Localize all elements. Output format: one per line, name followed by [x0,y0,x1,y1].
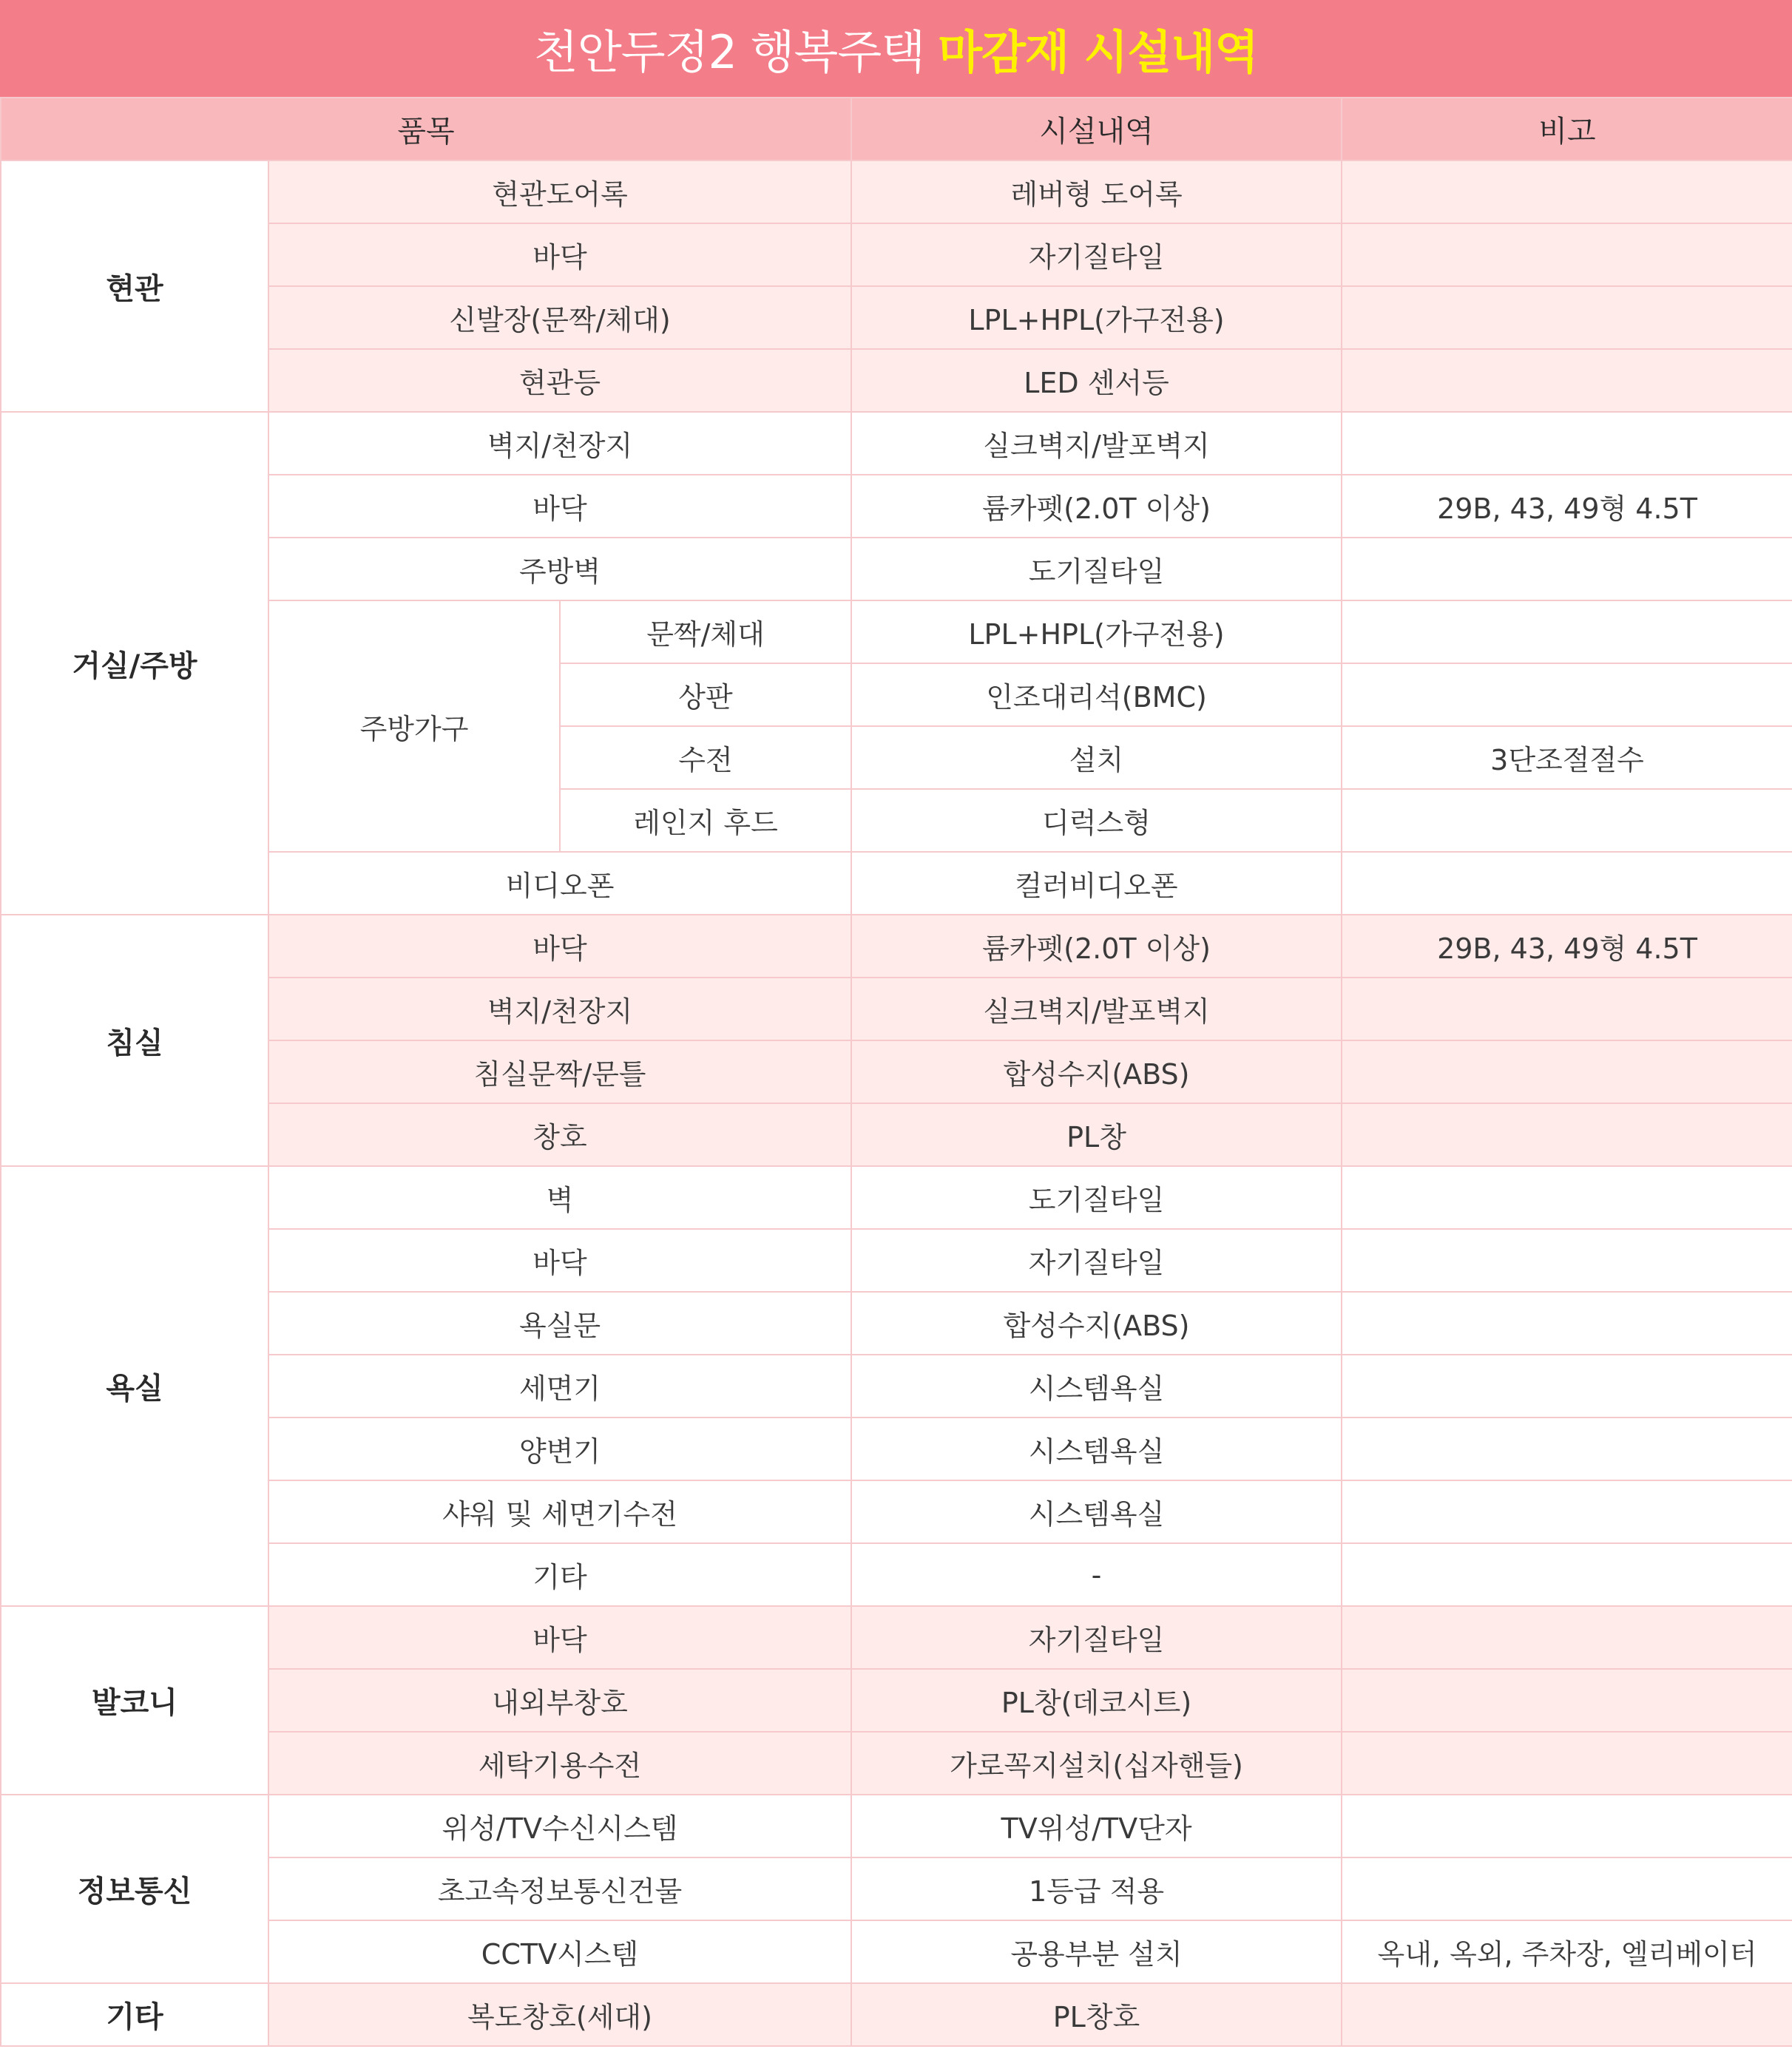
item-cell: 양변기 [268,1418,851,1480]
spec-cell: 실크벽지/발포벽지 [851,412,1342,475]
spec-cell: LED 센서등 [851,349,1342,412]
spec-cell: 공용부분 설치 [851,1920,1342,1983]
item-cell: 벽지/천장지 [268,412,851,475]
spec-cell: 시스템욕실 [851,1418,1342,1480]
note-cell [1342,1606,1792,1669]
table-row [1,1920,1792,1983]
finish-materials-table [0,97,1792,2047]
note-cell [1342,1292,1792,1355]
spec-cell: PL창 [851,1103,1342,1166]
note-cell [1342,223,1792,286]
spec-cell: 합성수지(ABS) [851,1040,1342,1103]
note-cell [1342,1795,1792,1857]
table-row [1,412,1792,475]
spec-cell: LPL+HPL(가구전용) [851,600,1342,663]
note-cell [1342,1418,1792,1480]
header-note: 비고 [1342,98,1792,160]
item-cell: 세탁기용수전 [268,1732,851,1795]
item-cell: 현관등 [268,349,851,412]
spec-cell: 시스템욕실 [851,1355,1342,1418]
item-cell: 바닥 [268,1229,851,1292]
table-row [1,1543,1792,1606]
note-cell [1342,1857,1792,1920]
note-cell [1342,1732,1792,1795]
table-header-row [1,98,1792,160]
spec-cell: 자기질타일 [851,1229,1342,1292]
note-cell [1342,1543,1792,1606]
category-entrance: 현관 [1,160,268,412]
item-cell: 문짝/체대 [560,600,851,663]
item-cell: 수전 [560,726,851,789]
spec-cell: 자기질타일 [851,223,1342,286]
item-cell: 상판 [560,663,851,726]
note-cell [1342,789,1792,852]
note-cell [1342,978,1792,1040]
table-row [1,1229,1792,1292]
item-cell: 주방벽 [268,538,851,600]
spec-cell: 컬러비디오폰 [851,852,1342,915]
item-cell: 기타 [268,1543,851,1606]
note-cell: 3단조절절수 [1342,726,1792,789]
note-cell [1342,1983,1792,2046]
spec-cell: 설치 [851,726,1342,789]
category-bedroom: 침실 [1,915,268,1166]
table-row [1,1292,1792,1355]
note-cell [1342,852,1792,915]
item-cell: 레인지 후드 [560,789,851,852]
spec-cell: 합성수지(ABS) [851,1292,1342,1355]
note-cell [1342,1040,1792,1103]
item-cell: 창호 [268,1103,851,1166]
table-row [1,1480,1792,1543]
note-cell [1342,1480,1792,1543]
item-cell: 침실문짝/문틀 [268,1040,851,1103]
spec-cell: 자기질타일 [851,1606,1342,1669]
spec-cell: 륨카펫(2.0T 이상) [851,915,1342,978]
item-cell: 샤워 및 세면기수전 [268,1480,851,1543]
title-main: 천안두정2 행복주택 [533,25,925,79]
item-cell: 바닥 [268,915,851,978]
table-row [1,286,1792,349]
category-telecom: 정보통신 [1,1795,268,1983]
table-row [1,160,1792,223]
table-row [1,1606,1792,1669]
note-cell [1342,1229,1792,1292]
note-cell: 29B, 43, 49형 4.5T [1342,475,1792,538]
title-bar [0,0,1792,97]
item-cell: 벽 [268,1166,851,1229]
table-row [1,852,1792,915]
category-etc: 기타 [1,1983,268,2046]
note-cell [1342,160,1792,223]
table-row [1,1669,1792,1732]
item-cell: 초고속정보통신건물 [268,1857,851,1920]
item-cell: CCTV시스템 [268,1920,851,1983]
note-cell [1342,412,1792,475]
note-cell [1342,349,1792,412]
note-cell [1342,1166,1792,1229]
table-row [1,1983,1792,2046]
header-spec: 시설내역 [851,98,1342,160]
table-row [1,915,1792,978]
item-cell: 욕실문 [268,1292,851,1355]
table-row [1,978,1792,1040]
table-row [1,223,1792,286]
spec-cell: 륨카펫(2.0T 이상) [851,475,1342,538]
item-cell: 현관도어록 [268,160,851,223]
spec-cell: PL창(데코시트) [851,1669,1342,1732]
table-row [1,600,1792,663]
note-cell [1342,663,1792,726]
spec-cell: 가로꼭지설치(십자핸들) [851,1732,1342,1795]
spec-cell: 실크벽지/발포벽지 [851,978,1342,1040]
table-row [1,1418,1792,1480]
table-row [1,1795,1792,1857]
table-row [1,1857,1792,1920]
note-cell [1342,286,1792,349]
category-living-kitchen: 거실/주방 [1,412,268,915]
spec-cell: 디럭스형 [851,789,1342,852]
table-row [1,1040,1792,1103]
spec-cell: 레버형 도어록 [851,160,1342,223]
table-row [1,538,1792,600]
spec-cell: 인조대리석(BMC) [851,663,1342,726]
item-cell: 신발장(문짝/체대) [268,286,851,349]
table-row [1,1103,1792,1166]
spec-cell: TV위성/TV단자 [851,1795,1342,1857]
table-row [1,475,1792,538]
item-cell: 바닥 [268,223,851,286]
table-row [1,1166,1792,1229]
category-balcony: 발코니 [1,1606,268,1795]
item-cell: 비디오폰 [268,852,851,915]
spec-cell: 시스템욕실 [851,1480,1342,1543]
note-cell: 29B, 43, 49형 4.5T [1342,915,1792,978]
title-highlight: 마감재 시설내역 [938,25,1259,79]
note-cell [1342,1355,1792,1418]
spec-cell: 도기질타일 [851,538,1342,600]
note-cell [1342,538,1792,600]
table-row [1,1732,1792,1795]
item-cell: 바닥 [268,1606,851,1669]
note-cell [1342,1669,1792,1732]
item-cell: 바닥 [268,475,851,538]
spec-cell: 1등급 적용 [851,1857,1342,1920]
kitchen-furniture-group: 주방가구 [268,600,560,852]
note-cell: 옥내, 옥외, 주차장, 엘리베이터 [1342,1920,1792,1983]
note-cell [1342,600,1792,663]
item-cell: 내외부창호 [268,1669,851,1732]
spec-cell: - [851,1543,1342,1606]
spec-cell: 도기질타일 [851,1166,1342,1229]
spec-cell: LPL+HPL(가구전용) [851,286,1342,349]
spec-cell: PL창호 [851,1983,1342,2046]
category-bathroom: 욕실 [1,1166,268,1606]
table-row [1,349,1792,412]
item-cell: 복도창호(세대) [268,1983,851,2046]
item-cell: 벽지/천장지 [268,978,851,1040]
item-cell: 세면기 [268,1355,851,1418]
table-row [1,1355,1792,1418]
item-cell: 위성/TV수신시스템 [268,1795,851,1857]
header-item: 품목 [1,98,851,160]
note-cell [1342,1103,1792,1166]
